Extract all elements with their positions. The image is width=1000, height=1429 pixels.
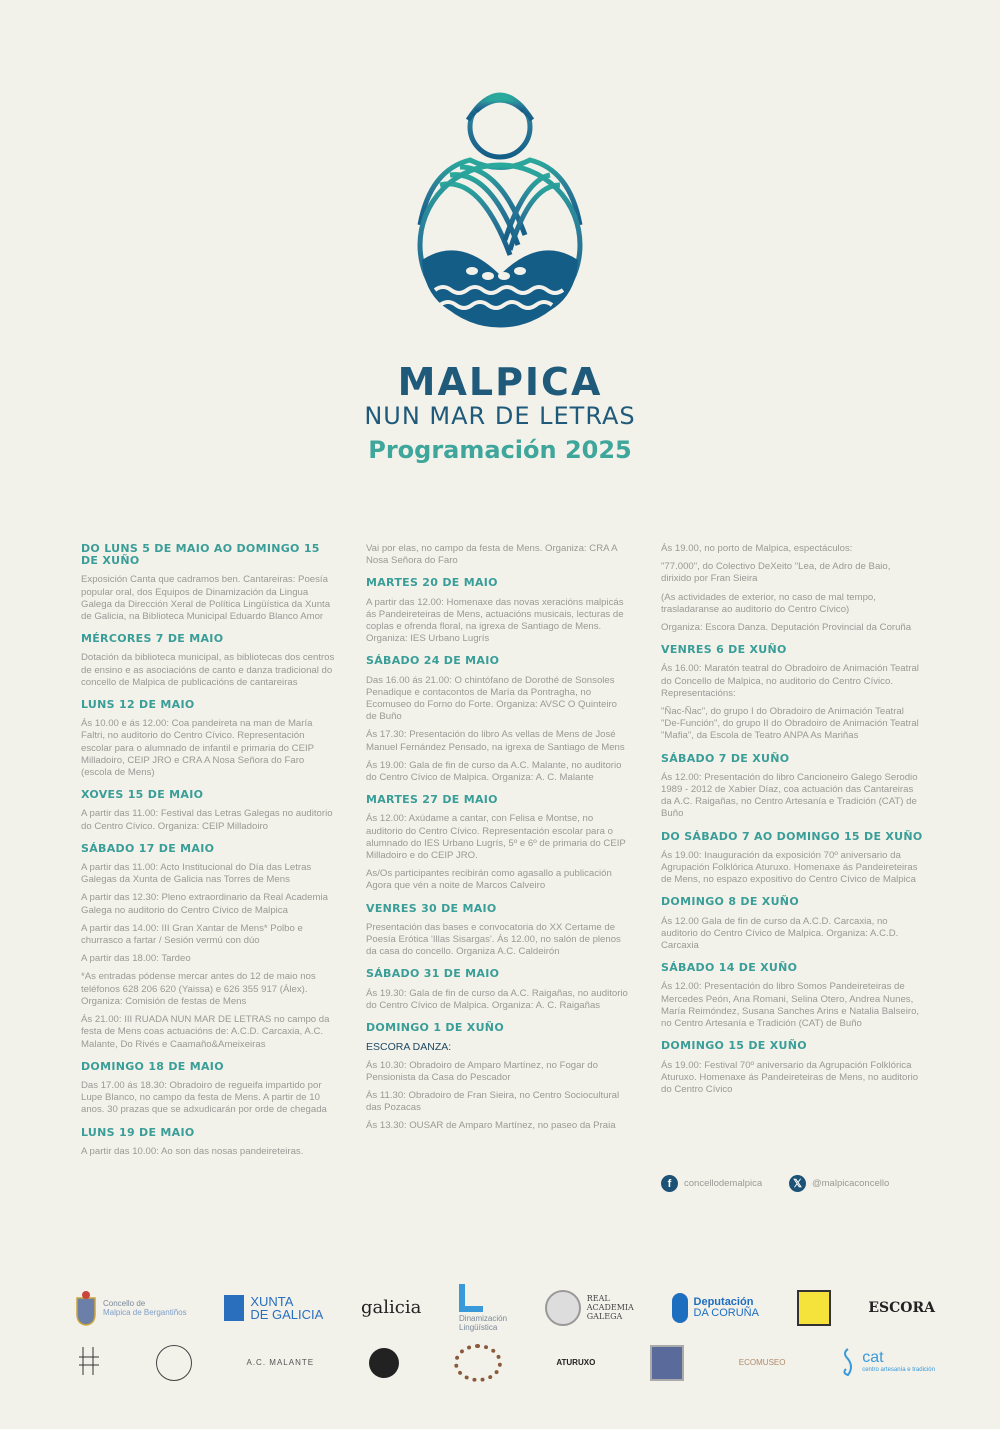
carcaxia-logo	[369, 1348, 399, 1378]
date-heading: DOMINGO 8 DE XUÑO	[661, 895, 799, 909]
torres-seal-icon	[156, 1345, 192, 1381]
sponsor-logos-row-2	[75, 1340, 935, 1385]
concello-malpica-logo: Concello de Malpica de Bergantiños	[75, 1290, 187, 1326]
event-text: Dotación da biblioteca municipal, as bibliotecas dos centros de ensino e as asociacións de canto e danza tradicional do concello de Malpica de publicacións de cantareiras	[81, 652, 335, 688]
event-text: Ás 12.00: Axúdame a cantar, con Felisa e Montse, no auditorio do Centro Cívico. Representación escolar para o alumnado do IES Urbano Lugrís, 5º e 6º de primaria do CEIP Milladoiro e do CEIP JRO.	[366, 813, 626, 862]
quinteiro-ring-icon	[454, 1344, 502, 1382]
event-text: Ás 10.30: Obradoiro de Amparo Martínez, no Fogar do Pensionista da Casa do Pescador	[366, 1059, 598, 1083]
date-heading: LUNS 12 DE MAIO	[81, 698, 195, 712]
event-text: A partir das 12.30: Pleno extraordinario da Real Academia Galega no auditorio do Centro Cívico de Malpica	[81, 892, 328, 916]
date-heading: MARTES 20 DE MAIO	[366, 576, 498, 590]
date-heading: SÁBADO 24 DE MAIO	[366, 654, 500, 668]
event-text: Ás 21.00: III RUADA NUN MAR DE LETRAS no campo da festa de Mens coas actuacións de: A.C.D. Carcaxia, A.C. Malante, Do Rivés e Caamaño&Ameixeiras	[81, 1014, 330, 1050]
x-link[interactable]	[789, 1175, 889, 1192]
date-heading: SÁBADO 17 DE MAIO	[81, 841, 215, 855]
event-text: A partir das 11.00: Acto Institucional do Día das Letras Galegas da Xunta de Galicia nas Torres de Mens	[81, 862, 312, 886]
caldeiron-logo	[75, 1345, 101, 1381]
quinteiro-logo	[454, 1344, 502, 1382]
sponsor-logos-row-1	[75, 1285, 935, 1330]
real-academia-galega-logo: REAL ACADEMIA GALEGA	[545, 1290, 634, 1326]
event-text: As/Os participantes recibirán como agasallo a publicación Agora que vén a noite de Marcos Calveiro	[366, 868, 612, 892]
event-text: Das 17.00 ás 18.30: Obradoiro de regueifa impartido por Lupe Blanco, no campo da festa de Mens. A partir de 10 anos. 30 prazas que se adxudicarán por orde de chegada	[81, 1079, 327, 1116]
malpica-logo-icon	[400, 75, 600, 335]
event-text: Das 16.00 ás 21.00: O chintófano de Dorothé de Sonsoles Penadique e contacontos de María da Pontragha, no Ecomuseo do Forno do Forte. Organiza: AVSC O Quinteiro de Buño	[366, 674, 617, 723]
dinamizacion-linguistica-logo: Dinamización Lingüística	[459, 1284, 507, 1332]
date-heading: SÁBADO 31 DE MAIO	[366, 967, 500, 981]
date-heading: DOMINGO 15 DE XUÑO	[661, 1039, 807, 1053]
event-text: Ás 19.30: Gala de fin de curso da A.C. Raigañas, no auditorio do Centro Cívico de Malpica. Organiza: A. C. Raigañas	[366, 987, 628, 1011]
event-text: Presentación das bases e convocatoria do XX Certame de Poesía Erótica 'Illas Sisargas'. Ás 12.00, no salón de plenos da casa do concello. Organiza A.C. Caldeirón	[366, 921, 621, 958]
deputacion-coruna-logo: Deputación DA CORUÑA	[672, 1293, 759, 1323]
event-text: Organiza: Escora Danza. Deputación Provincial da Coruña	[661, 622, 912, 634]
event-text: A partir das 14.00: III Gran Xantar de Mens* Polbo e churrasco a fartar / Sesión vermú con dúo	[81, 922, 303, 947]
escora-logo: ESCORA	[868, 1299, 935, 1316]
x-icon: 𝕏	[789, 1175, 806, 1192]
galicia-logo: galicia	[360, 1297, 422, 1318]
event-text: Ás 17.30: Presentación do libro As vellas de Mens de José Manuel Fernández Pensado, na igrexa de Santiago de Mens	[366, 729, 625, 753]
page-subtitle: NUN MAR DE LETRAS	[364, 402, 636, 430]
ecomuseo-logo: ECOMUSEO	[738, 1358, 786, 1367]
date-heading: XOVES 15 DE MAIO	[81, 788, 204, 802]
date-heading: VENRES 30 DE MAIO	[366, 901, 497, 915]
escudo-logo	[650, 1345, 684, 1381]
event-note: *As entradas pódense mercar antes do 12 de maio nos teléfonos 628 206 620 (Yaissa) e 626 355 917 (Álex). Organiza: Comisión de festas de Mens	[81, 971, 316, 1007]
event-text: Ás 19.00: Festival 70º aniversario da Agrupación Folklórica Aturuxo. Homenaxe ás Pandeireteiras de Mens, no auditorio do Centro Cívico	[661, 1059, 919, 1095]
event-note: (As actividades de exterior, no caso de mal tempo, trasladaranse ao auditorio do Centro Cívico)	[661, 591, 876, 615]
event-text: Ás 10.00 e ás 12.00: Coa pandeireta na man de María Faltri, no auditorio do Centro Cívico. Representación escolar para o alumnado de infantil e primaria do CEIP Milladoiro, CEIP JRO e CRA A Nosa Señora do Faro (escola de Mens)	[81, 718, 314, 779]
rag-seal-icon	[545, 1290, 581, 1326]
event-text: Ás 16.00: Maratón teatral do Obradoiro de Animación Teatral do Concello de Malpica, no auditorio do Centro Cívico. Representacións:	[661, 663, 919, 699]
malante-logo: A.C. MALANTE	[246, 1358, 315, 1367]
event-text: Ás 13.30: OUSAR de Amparo Martínez, no paseo da Praia	[366, 1120, 616, 1132]
escudo-icon	[650, 1345, 684, 1381]
xunta-logo: XUNTA DE GALICIA	[224, 1295, 323, 1321]
x-handle: @malpicaconcello	[812, 1178, 890, 1189]
date-heading: DOMINGO 18 DE MAIO	[81, 1059, 224, 1073]
event-text: Vai por elas, no campo da festa de Mens. Organiza: CRA A Nosa Señora do Faro	[366, 543, 617, 567]
date-heading: SÁBADO 7 DE XUÑO	[661, 751, 790, 765]
carcaxia-seal-icon	[369, 1348, 399, 1378]
cat-logo: cat centro artesanía e tradición	[840, 1347, 935, 1379]
event-text: Ás 19.00: Gala de fin de curso da A.C. Malante, no auditorio do Centro Cívico de Malpica. Organiza: A. C. Malante	[366, 759, 622, 784]
event-text: Ás 12.00: Presentación do libro Cancioneiro Galego Serodio 1989 - 2012 de Xabier Díaz, coa actuación das Cantareiras da A.C. Raigañas, no Centro Artesanía e Tradición (CAT) de Buño	[661, 771, 918, 820]
event-text: A partir das 12.00: Homenaxe das novas xeracións malpicás ás Pandeireteiras de Mens, actuacións musicais, lecturas de coplas e ofrenda floral, na igrexa de Santiago de Mens. Organiza: IES Urbano Lugrís	[366, 596, 624, 645]
date-heading: MÉRCORES 7 DE MAIO	[81, 632, 224, 646]
date-heading: DO SÁBADO 7 AO DOMINGO 15 DE XUÑO	[661, 829, 923, 843]
page-title: MALPICA	[397, 360, 603, 404]
date-heading: DO LUNS 5 DE MAIO AO DOMINGO 15 DE XUÑO	[81, 542, 320, 568]
schedule-column-3	[661, 543, 923, 1102]
date-heading: DOMINGO 1 DE XUÑO	[366, 1021, 504, 1035]
event-subheading: ESCORA DANZA:	[366, 1041, 452, 1054]
coat-of-arms-icon	[75, 1290, 97, 1326]
event-text: Exposición Canta que cadramos ben. Cantareiras: Poesía popular oral, dos Equipos de Dinamización da Lingua Galega da Dirección Xeral de Política Lingüística da Xunta de Galicia, na Biblioteca Municipal Eduardo Blanco Amor	[81, 574, 331, 623]
date-heading: MARTES 27 DE MAIO	[366, 793, 498, 807]
schedule-column-1	[81, 543, 336, 1164]
facebook-link[interactable]	[661, 1175, 762, 1192]
cultura-dereito-logo	[797, 1290, 831, 1326]
l-mark-icon	[459, 1284, 483, 1312]
event-text: "77.000", do Colectivo DeXeito "Lea, de Adro de Baio, dirixido por Fran Sieira	[661, 561, 891, 585]
event-text: A partir das 10.00: Ao son das nosas pandeireteiras.	[81, 1145, 304, 1157]
date-heading: VENRES 6 DE XUÑO	[661, 643, 787, 657]
event-text: Ás 12.00 Gala de fin de curso da A.C.D. Carcaxia, no auditorio do Centro Cívico de Malpica. Organiza: A.C.D. Carcaxia	[661, 915, 899, 952]
program-title: Programación 2025	[368, 436, 632, 464]
caldeiron-mark-icon	[75, 1345, 101, 1381]
date-heading: LUNS 19 DE MAIO	[81, 1125, 195, 1139]
event-text: Ás 11.30: Obradoiro de Fran Sieira, no Centro Sociocultural das Pozacas	[366, 1089, 620, 1114]
event-text: A partir das 11.00: Festival das Letras Galegas no auditorio do Centro Cívico. Organiza: CEIP Milladoiro	[81, 808, 333, 832]
cat-hook-icon	[840, 1347, 856, 1379]
cultura-book-icon	[797, 1290, 831, 1326]
event-text: Ás 19.00: Inauguración da exposición 70º aniversario da Agrupación Folklórica Aturuxo. Homenaxe ás Pandeireteiras de Mens, no espazo expositivo do Centro Cívico de Malpica	[661, 849, 918, 886]
event-text: A partir das 18.00: Tardeo	[81, 953, 191, 965]
event-text: "Ñac-Ñac", do grupo I do Obradoiro de Animación Teatral "De-Función", do grupo II do Obradoiro de Animación Teatral "Mafia", da Escola de Teatro ANPA As Mariñas	[661, 706, 919, 742]
facebook-handle: concellodemalpica	[684, 1178, 763, 1189]
event-text: Ás 12.00: Presentación do libro Somos Pandeireteiras de Mercedes Peón, Ana Romani, Selina Otero, Andrea Nunes, María Reimóndez, Susana Sanches Arins e Natalia Balseiro, no Centro Artesanía e Tradición (CAT) de Buño	[661, 981, 920, 1030]
schedule-column-2	[366, 543, 628, 1139]
facebook-icon: f	[661, 1175, 678, 1192]
event-text: Ás 19.00, no porto de Malpica, espectáculos:	[661, 543, 853, 554]
torres-mens-logo	[156, 1345, 192, 1381]
date-heading: SÁBADO 14 DE XUÑO	[661, 961, 798, 975]
aturuxo-logo: ATURUXO	[556, 1358, 596, 1367]
xunta-emblem-icon	[224, 1295, 244, 1321]
deputacion-emblem-icon	[672, 1293, 688, 1323]
